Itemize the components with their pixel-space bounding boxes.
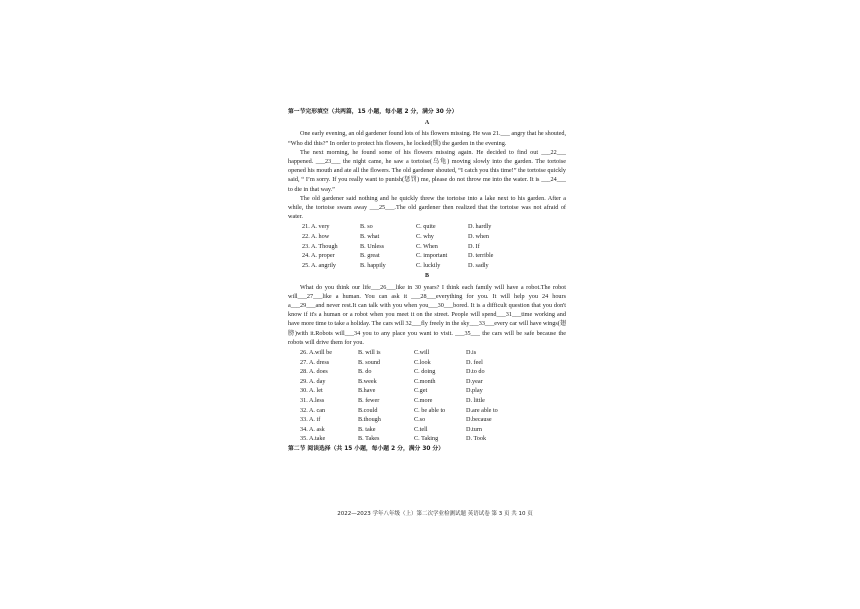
option-b: B. great xyxy=(360,252,380,260)
passage-a-options xyxy=(288,222,566,270)
question-options-row xyxy=(288,232,566,242)
option-c: C. doing xyxy=(414,368,436,376)
option-a: 28. A. does xyxy=(300,368,328,376)
option-a: 33. A. if xyxy=(300,416,321,424)
option-c: C.tell xyxy=(414,425,428,433)
option-a: 27. A. dress xyxy=(300,358,330,366)
question-options-row xyxy=(288,386,566,396)
passage-b-text xyxy=(288,283,566,347)
option-a: 35. A.take xyxy=(300,435,326,443)
option-b: B. Takes xyxy=(358,435,380,443)
option-a: 21. A. very xyxy=(302,223,330,231)
option-c: C. quite xyxy=(416,223,436,231)
option-b: B. so xyxy=(360,223,373,231)
option-a: 24. A. proper xyxy=(302,252,335,260)
question-options-row xyxy=(288,377,566,387)
option-b: B.have xyxy=(358,387,376,395)
question-options-row xyxy=(288,261,566,271)
passage-a-paragraph: The next morning, he found some of his flowers missing again. He decided to find out ___22___ happened. ___23___ the night came, he saw a tortoise(乌龟) moving slowly into the garden. The tortoise opened his mouth and ate all the flowers. The old gardener shouted, “I catch you this time!” the tortoise quickly said, “ I’m sorry. If you really want to punish(惩罚) me, please do not throw me into the water. It is ___24___ to die in that way.” xyxy=(288,148,566,193)
option-a: 31. A.less xyxy=(300,397,325,404)
question-options-row xyxy=(288,367,566,377)
option-c: C.get xyxy=(414,387,428,395)
option-a: 32. A. can xyxy=(300,406,326,414)
option-c: C. Taking xyxy=(414,435,439,443)
option-d: D. when xyxy=(468,233,489,241)
option-b: B.could xyxy=(358,406,378,414)
option-a: 34. A. ask xyxy=(300,425,325,433)
option-c: C. why xyxy=(416,233,434,241)
option-b: B. happily xyxy=(360,261,386,269)
passage-b-label: B xyxy=(424,273,429,280)
question-options-row xyxy=(288,222,566,232)
option-a: 23. A. Though xyxy=(302,242,338,250)
option-c: C.month xyxy=(414,377,436,385)
section2-header: 第二节 阅读选择（共 15 小题，每小题 2 分，满分 30 分） xyxy=(288,445,445,452)
question-options-row xyxy=(288,242,566,252)
option-c: C. luckily xyxy=(416,261,441,269)
option-d: D. If xyxy=(468,242,480,250)
passage-b-paragraph: What do you think our life___26___like in 30 years? I think each family will have a robot.The robot will___27___like a human. You can ask it ___28___everything for you. It will help you 24 hours a___29___and never rest.It can talk with you when you___30___bored. It is a difficult question that you don't know if it's a human or a robot when you meet it on the street. People will spend___31___time working and have more time to take a holiday. The cars will 32___fly freely in the sky___33___every car will have wings(翅膀)with it.Robots will___34 you to any place you want to visit. ___35___ the cars will be safe because the robots will drive them for you. xyxy=(288,283,567,346)
option-d: D.are able to xyxy=(466,406,498,414)
option-d: D.to do xyxy=(466,368,485,376)
question-options-row xyxy=(288,425,566,435)
option-b: B. what xyxy=(360,233,380,241)
option-c: C. important xyxy=(416,252,448,260)
option-d: D.turn xyxy=(466,425,482,433)
option-b: B. take xyxy=(358,425,376,433)
option-d: D. little xyxy=(466,397,485,404)
option-d: D.year xyxy=(466,377,483,385)
passage-a-text xyxy=(288,129,566,221)
passage-b-options xyxy=(288,348,566,444)
question-options-row xyxy=(288,358,566,368)
option-b: B. fewer xyxy=(358,397,380,404)
option-a: 22. A. how xyxy=(302,233,330,241)
question-options-row xyxy=(288,434,566,444)
option-a: 25. A. angrily xyxy=(302,261,337,269)
option-d: D. sadly xyxy=(468,261,489,269)
option-d: D. hardly xyxy=(468,223,492,231)
option-d: D. feel xyxy=(466,358,483,366)
exam-page xyxy=(288,108,566,455)
option-c: C.look xyxy=(414,358,431,366)
option-d: D.because xyxy=(466,416,492,424)
option-d: D.is xyxy=(466,349,477,357)
section1-header: 第一节完形填空（共两篇，15 小题，每小题 2 分，满分 30 分） xyxy=(288,109,458,115)
option-b: B. do xyxy=(358,368,372,376)
option-d: D.play xyxy=(466,387,483,395)
passage-a-label: A xyxy=(424,120,430,127)
option-c: C.will xyxy=(414,349,430,357)
option-d: D. terrible xyxy=(468,252,494,260)
option-c: C. be able to xyxy=(414,406,446,414)
option-c: C.so xyxy=(414,416,426,424)
passage-a-paragraph: The old gardener said nothing and he quickly threw the tortoise into a lake next to his garden. After a while, the tortoise swam away ___25___.The old gardener then realized that the tortoise was not afraid of water. xyxy=(288,194,566,221)
option-b: B.week xyxy=(358,377,377,385)
question-options-row xyxy=(288,396,566,406)
passage-a-paragraph: One early evening, an old gardener found lots of his flowers missing. He was 21.___ angry that he shouted, “Who did this?” In order to protect his flowers, he locked(锁) the garden in the evening. xyxy=(288,130,567,147)
option-a: 29. A. day xyxy=(300,377,326,385)
page-footer: 2022—2023 学年八年级（上）第二次学业检测试题 英语试卷 第 3 页 共 10 页 xyxy=(337,511,533,517)
option-b: B. Unless xyxy=(360,242,385,250)
option-d: D. Took xyxy=(466,435,487,443)
question-options-row xyxy=(288,415,566,425)
option-b: B.though xyxy=(358,416,381,424)
question-options-row xyxy=(288,348,566,358)
option-b: B. will is xyxy=(358,349,381,357)
option-a: 26. A.will be xyxy=(300,349,332,357)
question-options-row xyxy=(288,406,566,416)
option-c: C. When xyxy=(416,242,438,250)
option-b: B. sound xyxy=(358,358,381,366)
question-options-row xyxy=(288,251,566,261)
option-a: 30. A. let xyxy=(300,387,323,395)
option-c: C.more xyxy=(414,397,433,404)
